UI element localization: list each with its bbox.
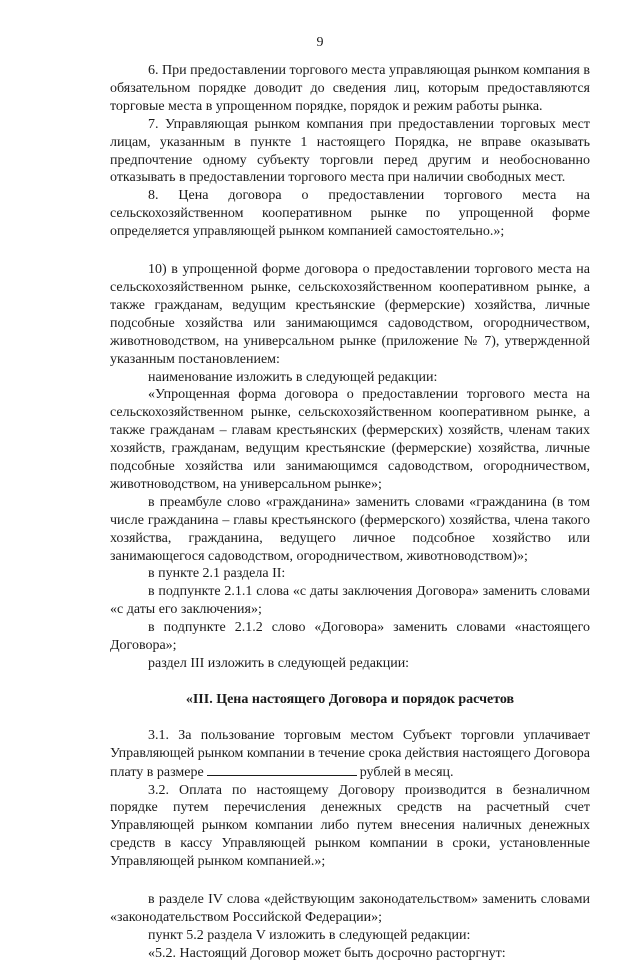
amount-blank-line (207, 763, 357, 776)
paragraph-new-name: «Упрощенная форма договора о предоставлении торгового места на сельскохозяйственном рынке, сельскохозяйственном кооперативном рынке, а также гражданам – главам крестьянских (фермерских) хозяйств, членам таких хозяйств, гражданам, ведущим крестьянские (фермерские) хозяйства, личные подсобные хозяйства или занимающимся садоводством, огородничеством, животноводством, на универсальном рынке»; (110, 387, 590, 492)
section-heading: «III. Цена настоящего Договора и порядок расчетов (185, 691, 515, 707)
paragraph-item-8: 8. Цена договора о предоставлении торгового места на сельскохозяйственном кооперативном рынке по упрощенной форме определяется управляющей рынком компанией самостоятельно.»; (110, 188, 590, 240)
paragraph-clause-5-2: «5.2. Настоящий Договор может быть досрочно расторгнут: (148, 945, 506, 961)
paragraph-name-change: наименование изложить в следующей редакции: (148, 369, 438, 385)
document-body (110, 62, 590, 963)
paragraph-preamble: в преамбуле слово «гражданина» заменить словами «гражданина (в том числе гражданина – главы крестьянского (фермерского) хозяйства, члена такого хозяйства, гражданина, ведущего личное подсобное хозяйство или занимающегося садоводством, огородничеством, животноводством)»; (110, 494, 590, 564)
paragraph-subpoint-2-1-1: в подпункте 2.1.1 слова «с даты заключения Договора» заменить словами «с даты его заключения»; (110, 584, 590, 618)
clause-3-1 (110, 727, 590, 782)
paragraph-point-2-1: в пункте 2.1 раздела II: (148, 566, 286, 582)
clause-3-1-text: 3.1. За пользование торговым местом Субъект торговли уплачивает Управляющей рынком компании в течение срока действия настоящего Договора плату в размере (110, 727, 590, 780)
paragraph-item-6: 6. При предоставлении торгового места управляющая рынком компания в обязательном порядке доводит до сведения лиц, которым предоставляются торговые места в упрощенном порядке, порядок и режим работы рынка. (110, 63, 590, 114)
paragraph-item-7: 7. Управляющая рынком компания при предоставлении торговых мест лицам, указанным в пункте 1 настоящего Порядка, не вправе оказывать предпочтение одному субъекту торговли перед другим и необоснованно отказывать в предоставлении торгового места при наличии свободных мест. (110, 116, 590, 186)
page-number: 9 (316, 35, 324, 50)
clause-3-2: 3.2. Оплата по настоящему Договору производится в безналичном порядке путем перечисления денежных средств на расчетный счет Управляющей рынком компании либо путем внесения наличных денежных средств в кассу Управляющей рынком компании в сроки, установленные Управляющей рынком компанией.»; (110, 782, 590, 870)
spacer (110, 241, 590, 261)
spacer (110, 709, 590, 727)
paragraph-item-10: 10) в упрощенной форме договора о предоставлении торгового места на сельскохозяйственном рынке, сельскохозяйственном кооперативном рынке, а также гражданам, ведущим крестьянские (фермерские) хозяйства, личные подсобные хозяйства или занимающимся садоводством, огородничеством, животноводством, на универсальном рынке (приложение № 7), утвержденной указанным постановлением: (110, 262, 590, 367)
spacer (110, 871, 590, 891)
clause-3-1-suffix: рублей в месяц. (359, 764, 454, 780)
paragraph-subpoint-2-1-2: в подпункте 2.1.2 слово «Договора» заменить словами «настоящего Договора»; (110, 620, 590, 654)
spacer (110, 673, 590, 691)
paragraph-section-3-intro: раздел III изложить в следующей редакции: (148, 656, 410, 671)
paragraph-point-5-2: пункт 5.2 раздела V изложить в следующей редакции: (148, 927, 471, 943)
paragraph-section-4: в разделе IV слова «действующим законодательством» заменить словами «законодательством Российской Федерации»; (110, 892, 590, 925)
